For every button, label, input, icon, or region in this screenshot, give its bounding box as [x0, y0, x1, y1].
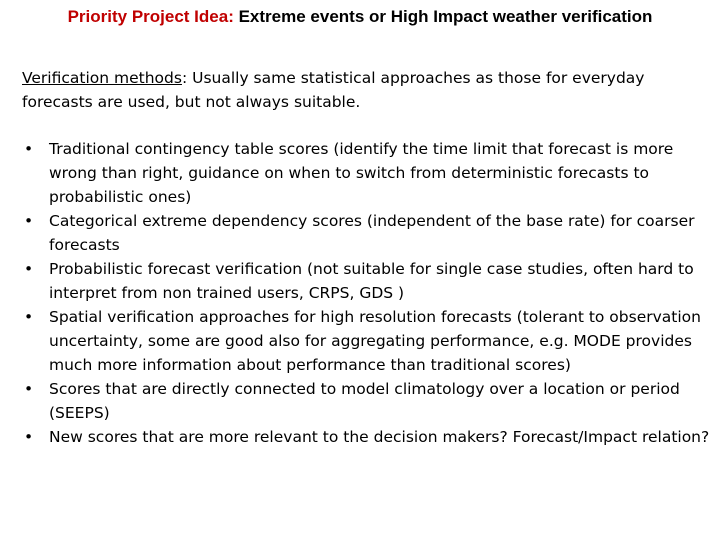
bullet-icon: • — [24, 308, 34, 326]
list-item — [22, 377, 712, 425]
bullet-icon: • — [24, 260, 34, 278]
intro-text: : Usually same statistical approaches as those for everyday forecasts are used, but not always suitable. — [22, 69, 645, 111]
list-item-text: Traditional contingency table scores (identify the time limit that forecast is more wrong than right, guidance on when to switch from deterministic forecasts to probabilistic ones) — [49, 140, 674, 206]
title-text: Extreme events or High Impact weather verification — [238, 7, 653, 26]
list-item — [22, 209, 712, 257]
title-prefix: Priority Project Idea: — [67, 7, 234, 26]
list-item — [22, 305, 712, 377]
list-item-text: New scores that are more relevant to the decision makers? Forecast/Impact relation? — [49, 428, 710, 446]
bullet-list — [22, 137, 712, 449]
list-item-text: Probabilistic forecast verification (not suitable for single case studies, often hard to interpret from non trained users, CRPS, GDS ) — [49, 260, 694, 302]
list-item — [22, 137, 712, 209]
list-item-text: Scores that are directly connected to model climatology over a location or period (SEEPS) — [49, 380, 680, 422]
list-item-text: Categorical extreme dependency scores (independent of the base rate) for coarser forecasts — [49, 212, 695, 254]
list-item — [22, 257, 712, 305]
intro-label: Verification methods — [22, 69, 182, 87]
bullet-icon: • — [24, 212, 34, 230]
bullet-icon: • — [24, 380, 34, 398]
intro-paragraph — [22, 66, 692, 114]
list-item — [22, 425, 712, 449]
bullet-icon: • — [24, 140, 34, 158]
bullet-icon: • — [24, 428, 34, 446]
slide-title — [0, 6, 720, 28]
list-item-text: Spatial verification approaches for high resolution forecasts (tolerant to observation uncertainty, some are good also for aggregating performance, e.g. MODE provides much more information about performance than traditional scores) — [49, 308, 701, 374]
